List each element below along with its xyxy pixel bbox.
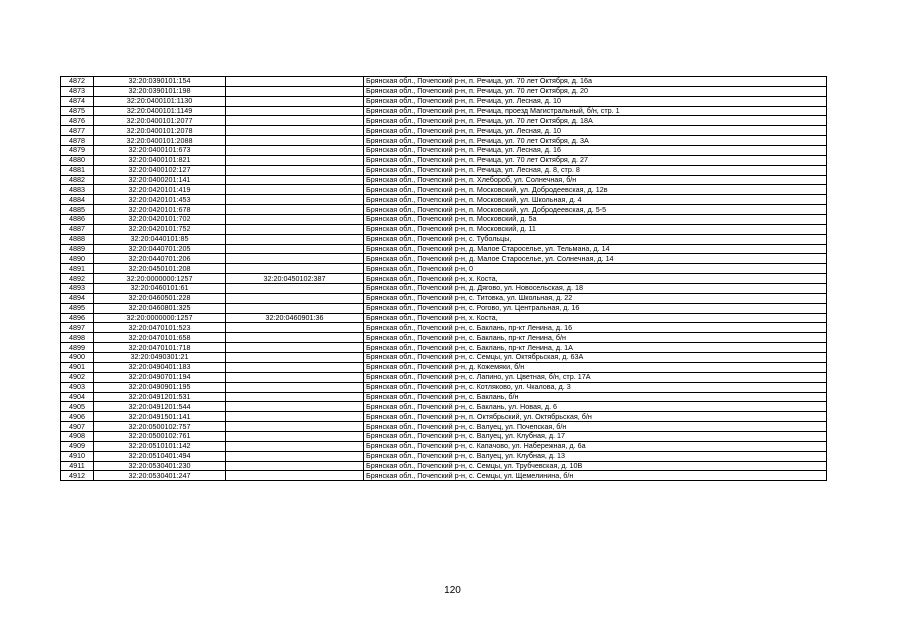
row-number-cell: 4880 bbox=[61, 155, 94, 165]
address-cell: Брянская обл., Почепский р-н, с. Валуец, ул. Клубная, д. 13 bbox=[364, 451, 827, 461]
secondary-cadastral-number-cell bbox=[226, 343, 364, 353]
cadastral-number-cell: 32:20:0510101:142 bbox=[94, 441, 226, 451]
table-row bbox=[61, 205, 827, 215]
row-number-cell: 4897 bbox=[61, 323, 94, 333]
cadastral-number-cell: 32:20:0490701:194 bbox=[94, 372, 226, 382]
table-row bbox=[61, 313, 827, 323]
row-number-cell: 4872 bbox=[61, 77, 94, 87]
row-number-cell: 4876 bbox=[61, 116, 94, 126]
address-cell: Брянская обл., Почепский р-н, п. Речица, ул. Лесная, д. 10 bbox=[364, 96, 827, 106]
table-row bbox=[61, 343, 827, 353]
address-cell: Брянская обл., Почепский р-н, п. Московский, д. 5а bbox=[364, 215, 827, 225]
secondary-cadastral-number-cell bbox=[226, 264, 364, 274]
table-row bbox=[61, 77, 827, 87]
row-number-cell: 4898 bbox=[61, 333, 94, 343]
cadastral-number-cell: 32:20:0450101:208 bbox=[94, 264, 226, 274]
cadastral-number-cell: 32:20:0390101:154 bbox=[94, 77, 226, 87]
address-cell: Брянская обл., Почепский р-н, с. Рогово, ул. Центральная, д. 16 bbox=[364, 303, 827, 313]
secondary-cadastral-number-cell bbox=[226, 175, 364, 185]
cadastral-number-cell: 32:20:0400101:1130 bbox=[94, 96, 226, 106]
address-cell: Брянская обл., Почепский р-н, д. Кожемяки, б/н bbox=[364, 362, 827, 372]
row-number-cell: 4894 bbox=[61, 293, 94, 303]
table-row bbox=[61, 155, 827, 165]
table-row bbox=[61, 185, 827, 195]
registry-table-body bbox=[61, 77, 827, 481]
row-number-cell: 4903 bbox=[61, 382, 94, 392]
secondary-cadastral-number-cell bbox=[226, 362, 364, 372]
table-row bbox=[61, 234, 827, 244]
table-row bbox=[61, 86, 827, 96]
secondary-cadastral-number-cell bbox=[226, 254, 364, 264]
table-row bbox=[61, 303, 827, 313]
secondary-cadastral-number-cell bbox=[226, 215, 364, 225]
table-row bbox=[61, 362, 827, 372]
row-number-cell: 4875 bbox=[61, 106, 94, 116]
table-row bbox=[61, 412, 827, 422]
table-row bbox=[61, 165, 827, 175]
table-row bbox=[61, 431, 827, 441]
row-number-cell: 4873 bbox=[61, 86, 94, 96]
cadastral-number-cell: 32:20:0440101:85 bbox=[94, 234, 226, 244]
cadastral-number-cell: 32:20:0470101:658 bbox=[94, 333, 226, 343]
row-number-cell: 4910 bbox=[61, 451, 94, 461]
secondary-cadastral-number-cell bbox=[226, 412, 364, 422]
address-cell: Брянская обл., Почепский р-н, с. Семцы, ул. Октябрьская, д. 63А bbox=[364, 353, 827, 363]
row-number-cell: 4893 bbox=[61, 284, 94, 294]
secondary-cadastral-number-cell bbox=[226, 303, 364, 313]
address-cell: Брянская обл., Почепский р-н, 0 bbox=[364, 264, 827, 274]
table-row bbox=[61, 195, 827, 205]
secondary-cadastral-number-cell bbox=[226, 205, 364, 215]
table-row bbox=[61, 175, 827, 185]
secondary-cadastral-number-cell bbox=[226, 402, 364, 412]
row-number-cell: 4895 bbox=[61, 303, 94, 313]
table-row bbox=[61, 106, 827, 116]
secondary-cadastral-number-cell bbox=[226, 461, 364, 471]
row-number-cell: 4900 bbox=[61, 353, 94, 363]
address-cell: Брянская обл., Почепский р-н, с. Семцы, ул. Щемелинина, б/н bbox=[364, 471, 827, 481]
row-number-cell: 4885 bbox=[61, 205, 94, 215]
row-number-cell: 4882 bbox=[61, 175, 94, 185]
secondary-cadastral-number-cell bbox=[226, 126, 364, 136]
address-cell: Брянская обл., Почепский р-н, с. Тубольцы, bbox=[364, 234, 827, 244]
secondary-cadastral-number-cell bbox=[226, 451, 364, 461]
secondary-cadastral-number-cell bbox=[226, 333, 364, 343]
table-row bbox=[61, 146, 827, 156]
row-number-cell: 4892 bbox=[61, 274, 94, 284]
table-row bbox=[61, 441, 827, 451]
address-cell: Брянская обл., Почепский р-н, п. Речица, ул. Лесная, д. 8, стр. 8 bbox=[364, 165, 827, 175]
address-cell: Брянская обл., Почепский р-н, с. Валуец, ул. Почепская, б/н bbox=[364, 422, 827, 432]
address-cell: Брянская обл., Почепский р-н, п. Речица, ул. Лесная, д. 10 bbox=[364, 126, 827, 136]
row-number-cell: 4905 bbox=[61, 402, 94, 412]
secondary-cadastral-number-cell bbox=[226, 372, 364, 382]
table-row bbox=[61, 402, 827, 412]
cadastral-number-cell: 32:20:0420101:453 bbox=[94, 195, 226, 205]
cadastral-number-cell: 32:20:0470101:718 bbox=[94, 343, 226, 353]
table-row bbox=[61, 96, 827, 106]
row-number-cell: 4904 bbox=[61, 392, 94, 402]
address-cell: Брянская обл., Почепский р-н, п. Хлебороб, ул. Солнечная, б/н bbox=[364, 175, 827, 185]
table-row bbox=[61, 461, 827, 471]
row-number-cell: 4899 bbox=[61, 343, 94, 353]
address-cell: Брянская обл., Почепский р-н, д. Малое Староселье, ул. Тельмана, д. 14 bbox=[364, 244, 827, 254]
secondary-cadastral-number-cell bbox=[226, 392, 364, 402]
address-cell: Брянская обл., Почепский р-н, с. Котляково, ул. Чкалова, д. 3 bbox=[364, 382, 827, 392]
secondary-cadastral-number-cell bbox=[226, 116, 364, 126]
page-number: 120 bbox=[444, 585, 461, 596]
secondary-cadastral-number-cell bbox=[226, 165, 364, 175]
address-cell: Брянская обл., Почепский р-н, п. Московский, ул. Школьная, д. 4 bbox=[364, 195, 827, 205]
cadastral-number-cell: 32:20:0470101:523 bbox=[94, 323, 226, 333]
address-cell: Брянская обл., Почепский р-н, с. Баклань, пр-кт Ленина, д. 16 bbox=[364, 323, 827, 333]
secondary-cadastral-number-cell bbox=[226, 234, 364, 244]
secondary-cadastral-number-cell bbox=[226, 382, 364, 392]
cadastral-number-cell: 32:20:0400101:673 bbox=[94, 146, 226, 156]
table-row bbox=[61, 422, 827, 432]
cadastral-number-cell: 32:20:0490301:21 bbox=[94, 353, 226, 363]
cadastral-number-cell: 32:20:0420101:702 bbox=[94, 215, 226, 225]
row-number-cell: 4879 bbox=[61, 146, 94, 156]
cadastral-number-cell: 32:20:0420101:752 bbox=[94, 224, 226, 234]
address-cell: Брянская обл., Почепский р-н, п. Московский, д. 11 bbox=[364, 224, 827, 234]
cadastral-number-cell: 32:20:0440701:206 bbox=[94, 254, 226, 264]
address-cell: Брянская обл., Почепский р-н, п. Речица, ул. 70 лет Октября, д. 16а bbox=[364, 77, 827, 87]
cadastral-number-cell: 32:20:0400102:127 bbox=[94, 165, 226, 175]
row-number-cell: 4909 bbox=[61, 441, 94, 451]
cadastral-number-cell: 32:20:0500102:757 bbox=[94, 422, 226, 432]
address-cell: Брянская обл., Почепский р-н, п. Речица, проезд Магистральный, б/н, стр. 1 bbox=[364, 106, 827, 116]
table-row bbox=[61, 293, 827, 303]
row-number-cell: 4911 bbox=[61, 461, 94, 471]
secondary-cadastral-number-cell bbox=[226, 323, 364, 333]
address-cell: Брянская обл., Почепский р-н, х. Коста, bbox=[364, 274, 827, 284]
secondary-cadastral-number-cell bbox=[226, 244, 364, 254]
cadastral-number-cell: 32:20:0400101:2077 bbox=[94, 116, 226, 126]
address-cell: Брянская обл., Почепский р-н, п. Речица, ул. 70 лет Октября, д. 20 bbox=[364, 86, 827, 96]
address-cell: Брянская обл., Почепский р-н, с. Титовка, ул. Школьная, д. 22 bbox=[364, 293, 827, 303]
cadastral-number-cell: 32:20:0491501:141 bbox=[94, 412, 226, 422]
table-row bbox=[61, 126, 827, 136]
cadastral-number-cell: 32:20:0400101:821 bbox=[94, 155, 226, 165]
table-row bbox=[61, 254, 827, 264]
address-cell: Брянская обл., Почепский р-н, с. Лапино, ул. Цветная, б/н, стр. 17А bbox=[364, 372, 827, 382]
secondary-cadastral-number-cell bbox=[226, 284, 364, 294]
row-number-cell: 4906 bbox=[61, 412, 94, 422]
address-cell: Брянская обл., Почепский р-н, п. Московский, ул. Добродеевская, д. 5-5 bbox=[364, 205, 827, 215]
cadastral-number-cell: 32:20:0460101:61 bbox=[94, 284, 226, 294]
cadastral-number-cell: 32:20:0400101:2088 bbox=[94, 136, 226, 146]
row-number-cell: 4878 bbox=[61, 136, 94, 146]
row-number-cell: 4883 bbox=[61, 185, 94, 195]
address-cell: Брянская обл., Почепский р-н, д. Дягово, ул. Новосельская, д. 18 bbox=[364, 284, 827, 294]
cadastral-number-cell: 32:20:0400101:1149 bbox=[94, 106, 226, 116]
table-row bbox=[61, 471, 827, 481]
cadastral-number-cell: 32:20:0510401:494 bbox=[94, 451, 226, 461]
cadastral-number-cell: 32:20:0390101:198 bbox=[94, 86, 226, 96]
address-cell: Брянская обл., Почепский р-н, с. Баклань, б/н bbox=[364, 392, 827, 402]
address-cell: Брянская обл., Почепский р-н, с. Баклань, пр-кт Ленина, д. 1А bbox=[364, 343, 827, 353]
address-cell: Брянская обл., Почепский р-н, с. Капачово, ул. Набережная, д. 6а bbox=[364, 441, 827, 451]
cadastral-number-cell: 32:20:0400101:2078 bbox=[94, 126, 226, 136]
cadastral-number-cell: 32:20:0491201:544 bbox=[94, 402, 226, 412]
secondary-cadastral-number-cell: 32:20:0460901:36 bbox=[226, 313, 364, 323]
secondary-cadastral-number-cell bbox=[226, 146, 364, 156]
secondary-cadastral-number-cell bbox=[226, 293, 364, 303]
table-row bbox=[61, 284, 827, 294]
secondary-cadastral-number-cell bbox=[226, 185, 364, 195]
address-cell: Брянская обл., Почепский р-н, п. Московский, ул. Добродеевская, д. 12в bbox=[364, 185, 827, 195]
secondary-cadastral-number-cell bbox=[226, 96, 364, 106]
table-row bbox=[61, 264, 827, 274]
table-row bbox=[61, 136, 827, 146]
secondary-cadastral-number-cell bbox=[226, 155, 364, 165]
address-cell: Брянская обл., Почепский р-н, п. Речица, ул. 70 лет Октября, д. 18А bbox=[364, 116, 827, 126]
row-number-cell: 4889 bbox=[61, 244, 94, 254]
secondary-cadastral-number-cell bbox=[226, 106, 364, 116]
address-cell: Брянская обл., Почепский р-н, д. Малое Староселье, ул. Солнечная, д. 14 bbox=[364, 254, 827, 264]
registry-table bbox=[60, 76, 827, 481]
secondary-cadastral-number-cell bbox=[226, 422, 364, 432]
address-cell: Брянская обл., Почепский р-н, п. Речица, ул. 70 лет Октября, д. 27 bbox=[364, 155, 827, 165]
cadastral-number-cell: 32:20:0000000:1257 bbox=[94, 313, 226, 323]
cadastral-number-cell: 32:20:0530401:230 bbox=[94, 461, 226, 471]
secondary-cadastral-number-cell bbox=[226, 136, 364, 146]
secondary-cadastral-number-cell bbox=[226, 86, 364, 96]
table-row bbox=[61, 224, 827, 234]
secondary-cadastral-number-cell bbox=[226, 195, 364, 205]
row-number-cell: 4888 bbox=[61, 234, 94, 244]
secondary-cadastral-number-cell bbox=[226, 431, 364, 441]
secondary-cadastral-number-cell bbox=[226, 353, 364, 363]
cadastral-number-cell: 32:20:0490901:195 bbox=[94, 382, 226, 392]
secondary-cadastral-number-cell: 32:20:0450102:387 bbox=[226, 274, 364, 284]
cadastral-number-cell: 32:20:0000000:1257 bbox=[94, 274, 226, 284]
secondary-cadastral-number-cell bbox=[226, 77, 364, 87]
cadastral-number-cell: 32:20:0420101:678 bbox=[94, 205, 226, 215]
table-row bbox=[61, 353, 827, 363]
cadastral-number-cell: 32:20:0491201:531 bbox=[94, 392, 226, 402]
secondary-cadastral-number-cell bbox=[226, 441, 364, 451]
address-cell: Брянская обл., Почепский р-н, п. Речица, ул. Лесная, д. 16 bbox=[364, 146, 827, 156]
row-number-cell: 4890 bbox=[61, 254, 94, 264]
cadastral-number-cell: 32:20:0500102:761 bbox=[94, 431, 226, 441]
table-row bbox=[61, 215, 827, 225]
secondary-cadastral-number-cell bbox=[226, 224, 364, 234]
address-cell: Брянская обл., Почепский р-н, с. Валуец, ул. Клубная, д. 17 bbox=[364, 431, 827, 441]
address-cell: Брянская обл., Почепский р-н, с. Семцы, ул. Трубчевская, д. 10В bbox=[364, 461, 827, 471]
cadastral-number-cell: 32:20:0460501:228 bbox=[94, 293, 226, 303]
address-cell: Брянская обл., Почепский р-н, п. Октябрьский, ул. Октябрьская, б/н bbox=[364, 412, 827, 422]
table-row bbox=[61, 244, 827, 254]
table-row bbox=[61, 116, 827, 126]
cadastral-number-cell: 32:20:0400201:141 bbox=[94, 175, 226, 185]
address-cell: Брянская обл., Почепский р-н, х. Коста, bbox=[364, 313, 827, 323]
row-number-cell: 4901 bbox=[61, 362, 94, 372]
address-cell: Брянская обл., Почепский р-н, с. Баклань, пр-кт Ленина, б/н bbox=[364, 333, 827, 343]
row-number-cell: 4907 bbox=[61, 422, 94, 432]
row-number-cell: 4912 bbox=[61, 471, 94, 481]
cadastral-number-cell: 32:20:0420101:419 bbox=[94, 185, 226, 195]
table-row bbox=[61, 451, 827, 461]
row-number-cell: 4887 bbox=[61, 224, 94, 234]
cadastral-number-cell: 32:20:0440701:205 bbox=[94, 244, 226, 254]
secondary-cadastral-number-cell bbox=[226, 471, 364, 481]
table-row bbox=[61, 372, 827, 382]
row-number-cell: 4891 bbox=[61, 264, 94, 274]
row-number-cell: 4896 bbox=[61, 313, 94, 323]
row-number-cell: 4877 bbox=[61, 126, 94, 136]
row-number-cell: 4874 bbox=[61, 96, 94, 106]
cadastral-number-cell: 32:20:0530401:247 bbox=[94, 471, 226, 481]
row-number-cell: 4884 bbox=[61, 195, 94, 205]
address-cell: Брянская обл., Почепский р-н, п. Речица, ул. 70 лет Октября, д. 3А bbox=[364, 136, 827, 146]
table-row bbox=[61, 392, 827, 402]
table-row bbox=[61, 323, 827, 333]
row-number-cell: 4881 bbox=[61, 165, 94, 175]
cadastral-number-cell: 32:20:0490401:183 bbox=[94, 362, 226, 372]
address-cell: Брянская обл., Почепский р-н, с. Баклань, ул. Новая, д. 6 bbox=[364, 402, 827, 412]
table-row bbox=[61, 333, 827, 343]
row-number-cell: 4902 bbox=[61, 372, 94, 382]
row-number-cell: 4886 bbox=[61, 215, 94, 225]
table-row bbox=[61, 274, 827, 284]
table-row bbox=[61, 382, 827, 392]
row-number-cell: 4908 bbox=[61, 431, 94, 441]
cadastral-number-cell: 32:20:0460801:325 bbox=[94, 303, 226, 313]
